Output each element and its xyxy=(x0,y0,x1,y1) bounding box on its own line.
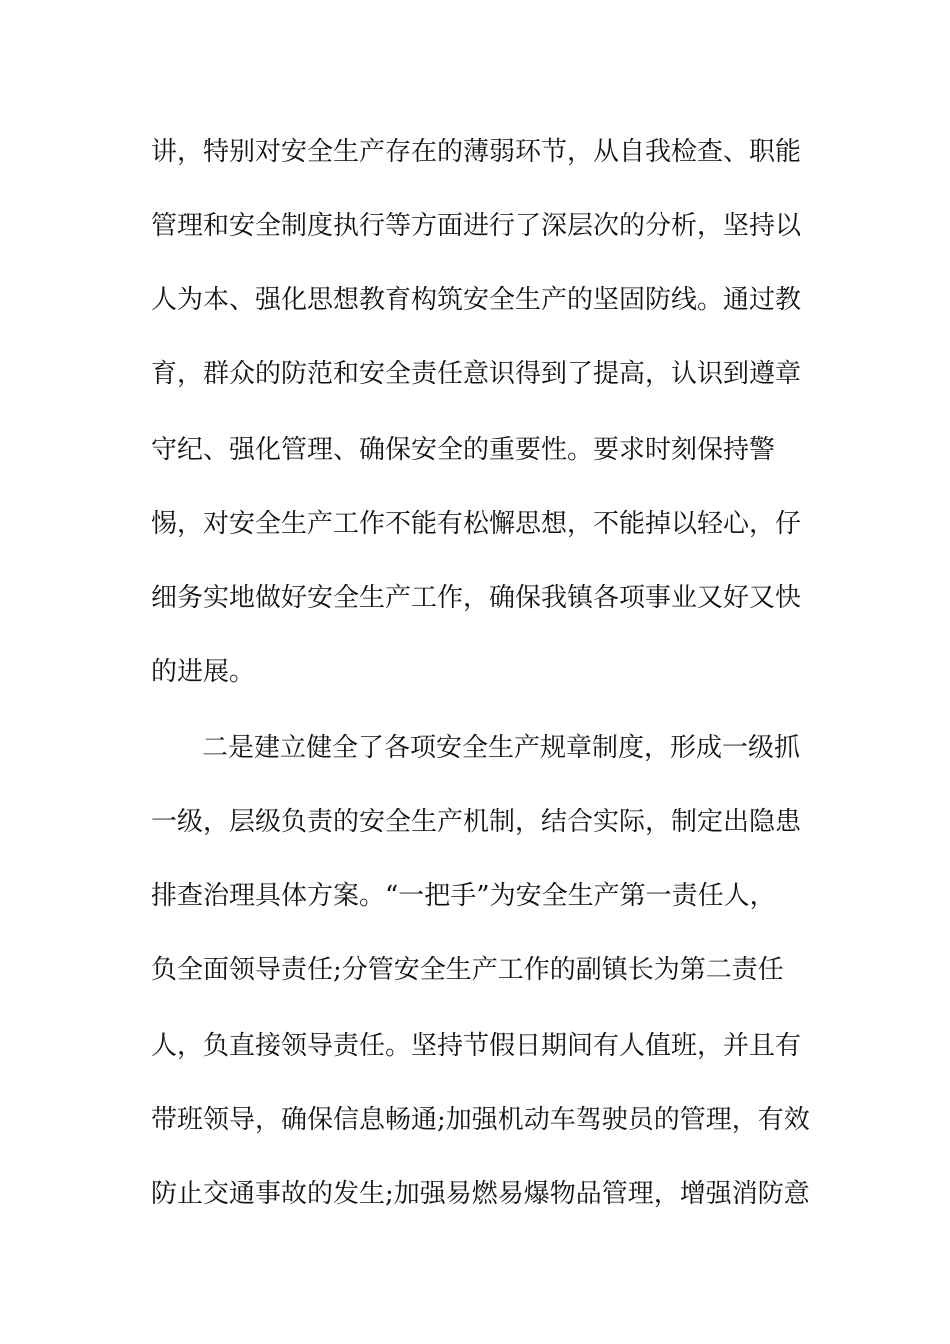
text-line: 育，群众的防范和安全责任意识得到了提高，认识到遵章 xyxy=(151,359,802,389)
text-line: 负全面领导责任;分管安全生产工作的副镇长为第二责任 xyxy=(151,955,784,985)
text-line: 守纪、强化管理、确保安全的重要性。要求时刻保持警 xyxy=(151,435,776,465)
text-line: 防止交通事故的发生;加强易燃易爆物品管理，增强消防意 xyxy=(151,1179,810,1209)
text-line: 管理和安全制度执行等方面进行了深层次的分析，坚持以 xyxy=(151,211,802,241)
text-line: 一级，层级负责的安全生产机制，结合实际，制定出隐患 xyxy=(151,807,802,837)
paragraph-first-line: 二是建立健全了各项安全生产规章制度，形成一级抓 xyxy=(202,733,801,763)
text-line: 讲，特别对安全生产存在的薄弱环节，从自我检查、职能 xyxy=(151,137,802,167)
text-line: 惕，对安全生产工作不能有松懈思想，不能掉以轻心，仔 xyxy=(151,509,802,539)
text-line: 带班领导，确保信息畅通;加强机动车驾驶员的管理，有效 xyxy=(151,1105,810,1135)
text-line: 的进展。 xyxy=(151,657,256,687)
text-line: 人为本、强化思想教育构筑安全生产的坚固防线。通过教 xyxy=(151,285,802,315)
text-line: 人，负直接领导责任。坚持节假日期间有人值班，并且有 xyxy=(151,1031,802,1061)
text-line: 排查治理具体方案。“一把手”为安全生产第一责任人， xyxy=(151,881,776,911)
text-line: 细务实地做好安全生产工作，确保我镇各项事业又好又快 xyxy=(151,583,802,613)
